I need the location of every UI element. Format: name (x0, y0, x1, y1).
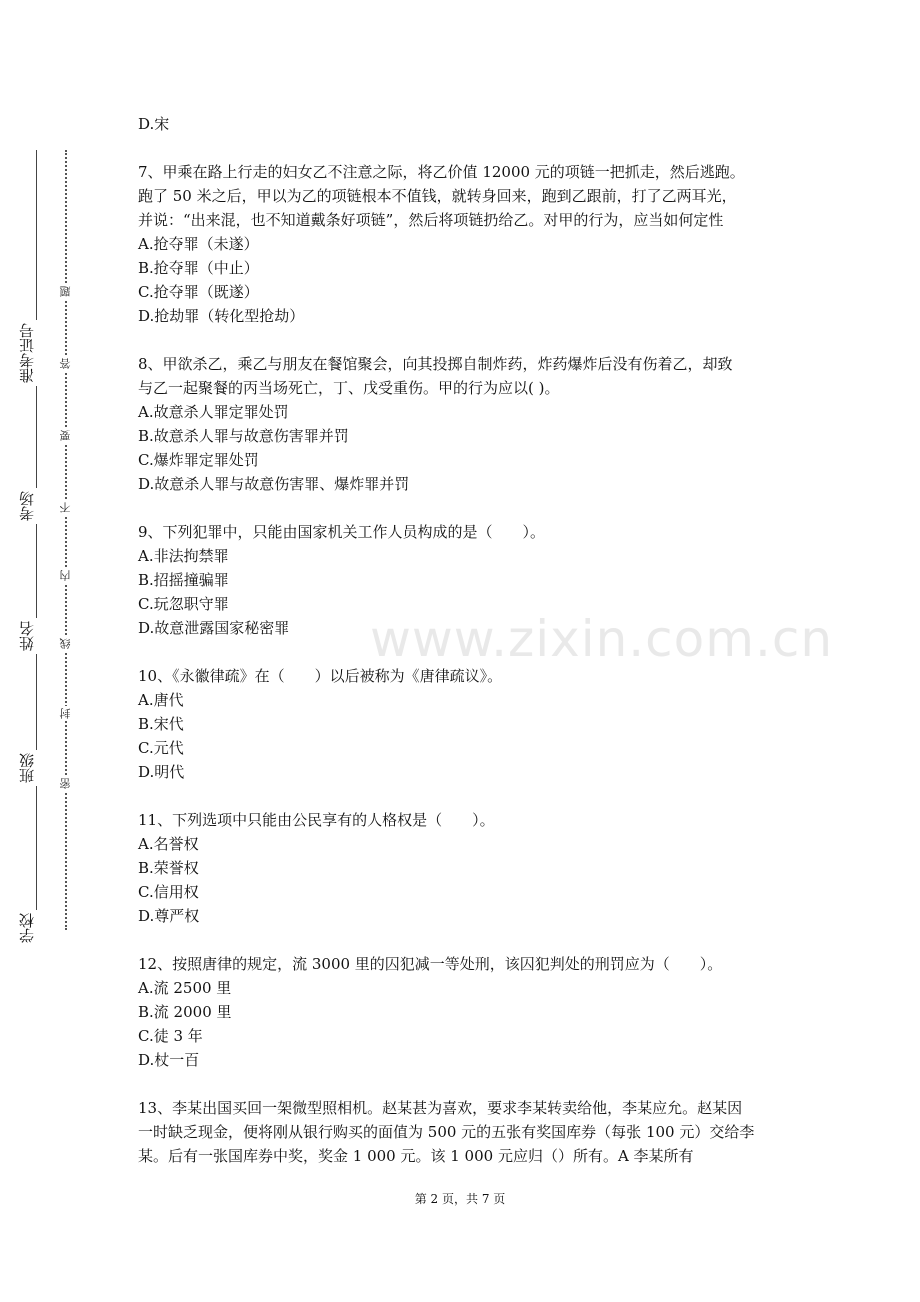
option: C.玩忽职守罪 (138, 595, 229, 613)
field-exam-room: 考场 (16, 488, 46, 524)
option: D.故意泄露国家秘密罪 (138, 619, 290, 637)
question-8 (138, 352, 798, 496)
field-class: 班级 (16, 750, 46, 786)
option: B.流 2000 里 (138, 1003, 232, 1021)
seal-char: 线 (59, 638, 72, 649)
question-11 (138, 808, 798, 928)
option: C.抢夺罪（既遂） (138, 283, 259, 301)
option: C.爆炸罪定罪处罚 (138, 451, 259, 469)
option: C.徒 3 年 (138, 1027, 203, 1045)
option: A.唐代 (138, 691, 184, 709)
option: A.抢夺罪（未遂） (138, 235, 259, 253)
option: B.宋代 (138, 715, 184, 733)
option: A.流 2500 里 (138, 979, 232, 997)
option: A.名誉权 (138, 835, 199, 853)
option: B.抢夺罪（中止） (138, 259, 259, 277)
seal-char: 密 (59, 778, 72, 789)
seal-char: 不 (59, 502, 72, 513)
question-stem: 10、《永徽律疏》在（ ）以后被称为《唐律疏议》。 (138, 667, 503, 685)
option: D.故意杀人罪与故意伤害罪、爆炸罪并罚 (138, 475, 410, 493)
question-12 (138, 952, 798, 1072)
option: D.宋 (138, 115, 170, 133)
question-10 (138, 664, 798, 784)
page-number: 第 2 页，共 7 页 (414, 1192, 506, 1206)
question-list (138, 112, 798, 1168)
watermark: www.zixin.com.cn (370, 610, 834, 668)
field-name: 姓名 (16, 618, 46, 654)
option: D.杖一百 (138, 1051, 200, 1069)
question-stem: 与乙一起聚餐的丙当场死亡，丁、戊受重伤。甲的行为应以( )。 (138, 379, 560, 397)
seal-char: 要 (59, 430, 72, 441)
option: C.元代 (138, 739, 184, 757)
question-stem: 9、下列犯罪中，只能由国家机关工作人员构成的是（ ）。 (138, 523, 546, 541)
question-stem: 并说：“出来混，也不知道戴条好项链”，然后将项链扔给乙。对甲的行为，应当如何定性 (138, 211, 724, 229)
question-7 (138, 160, 798, 328)
option: A.非法拘禁罪 (138, 547, 229, 565)
option: A.故意杀人罪定罪处罚 (138, 403, 289, 421)
question-stem: 7、甲乘在路上行走的妇女乙不注意之际，将乙价值 12000 元的项链一把抓走，然后逃跑。 (138, 163, 745, 181)
option: B.荣誉权 (138, 859, 199, 877)
seal-char: 答 (59, 358, 72, 369)
binding-margin (0, 0, 100, 1302)
field-school: 学校 (16, 910, 46, 946)
option: D.尊严权 (138, 907, 200, 925)
question-stem: 12、按照唐律的规定，流 3000 里的囚犯减一等处刑，该囚犯判处的刑罚应为（ ）。 (138, 955, 723, 973)
question-stem: 一时缺乏现金，便将刚从银行购买的面值为 500 元的五张有奖国库券（每张 100 元）交给李 (138, 1123, 755, 1141)
answer-field-line (36, 150, 37, 940)
field-exam-number: 准考证号 (16, 320, 46, 386)
question-stem: 跑了 50 米之后，甲以为乙的项链根本不值钱，就转身回来，跑到乙跟前，打了乙两耳光， (138, 187, 737, 205)
question-stem: 8、甲欲杀乙，乘乙与朋友在餐馆聚会，向其投掷自制炸药，炸药爆炸后没有伤着乙，却致 (138, 355, 733, 373)
option: C.信用权 (138, 883, 199, 901)
question-9 (138, 520, 798, 640)
seal-char: 题 (59, 286, 72, 297)
question-stem: 13、李某出国买回一架微型照相机。赵某甚为喜欢，要求李某转卖给他，李某应允。赵某因 (138, 1099, 743, 1117)
question-stem: 11、下列选项中只能由公民享有的人格权是（ ）。 (138, 811, 495, 829)
seal-dotted-line (65, 150, 67, 930)
seal-char: 内 (59, 570, 72, 581)
question-stem: 某。后有一张国库券中奖，奖金 1 000 元。该 1 000 元应归（）所有。A 李某所有 (138, 1147, 694, 1165)
question-13 (138, 1096, 798, 1168)
option: D.抢劫罪（转化型抢劫） (138, 307, 305, 325)
option: B.故意杀人罪与故意伤害罪并罚 (138, 427, 349, 445)
option: D.明代 (138, 763, 185, 781)
seal-char: 封 (59, 708, 72, 719)
option: B.招摇撞骗罪 (138, 571, 229, 589)
